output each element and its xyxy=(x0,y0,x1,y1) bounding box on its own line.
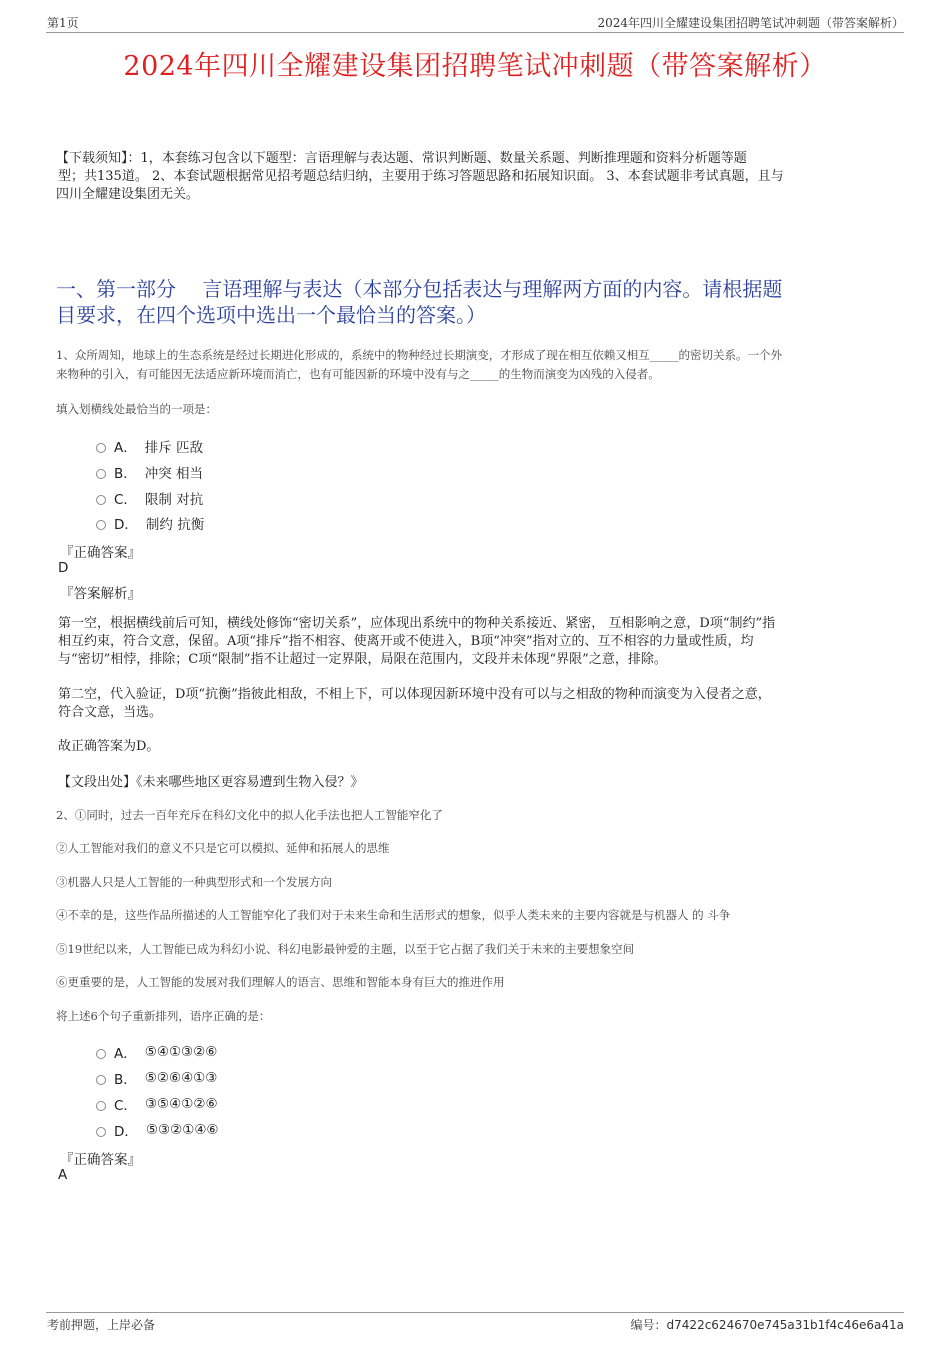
radio-icon[interactable] xyxy=(96,1127,106,1137)
footer-divider xyxy=(46,1312,904,1313)
q1-option-a[interactable] xyxy=(96,436,203,456)
page-title: 2024年四川全耀建设集团招聘笔试冲刺题（带答案解析） xyxy=(123,51,827,82)
q2-sentence: ③机器人只是人工智能的一种典型形式和一个发展方向 xyxy=(56,875,332,889)
radio-icon[interactable] xyxy=(96,495,106,505)
q2-sentence: 2、①同时，过去一百年充斥在科幻文化中的拟人化手法也把人工智能窄化了 xyxy=(56,808,443,822)
q1-stem-line: 1、众所周知，地球上的生态系统是经过长期进化形成的，系统中的物种经过长期演变，才形成了现在相互依赖又相互_____的密切关系。一个外 xyxy=(56,348,783,362)
q1-stem xyxy=(56,346,906,384)
footer-serial: 编号：d7422c624670e745a31b1f4c46e6a41a xyxy=(630,1318,904,1332)
q1-analysis-label: 『答案解析』 xyxy=(60,586,141,602)
q2-sentence: ②人工智能对我们的意义不只是它可以模拟、延伸和拓展人的思维 xyxy=(56,841,390,855)
q1-correct-answer: D xyxy=(58,560,69,576)
q2-option-a[interactable] xyxy=(96,1042,217,1062)
option-text: ③⑤④①②⑥ xyxy=(144,1096,218,1112)
analysis-line: 相互约束，符合文意，保留。A项“排斥”指不相容、使离开或不使进入，B项“冲突”指对立的、互不相容的力量或性质，均 xyxy=(58,634,754,649)
option-letter: A． xyxy=(114,440,137,456)
radio-icon[interactable] xyxy=(96,1049,106,1059)
q1-analysis-paragraph xyxy=(58,615,898,669)
q1-conclusion: 故正确答案为D。 xyxy=(58,739,160,754)
radio-icon[interactable] xyxy=(96,1101,106,1111)
option-letter: D． xyxy=(114,517,138,533)
q1-prompt: 填入划横线处最恰当的一项是： xyxy=(56,402,217,416)
section-heading xyxy=(56,276,906,328)
q1-option-c[interactable] xyxy=(96,488,203,508)
q2-option-b[interactable] xyxy=(96,1068,217,1088)
q2-option-d[interactable] xyxy=(96,1120,219,1140)
header-doc-title: 2024年四川全耀建设集团招聘笔试冲刺题（带答案解析） xyxy=(597,16,904,30)
analysis-line: 第一空，根据横线前后可知，横线处修饰“密切关系”，应体现出系统中的物种关系接近、紧密， 互相影响之意，D项“制约”指 xyxy=(58,616,776,631)
analysis-line: 与“密切”相悖，排除；C项“限制”指不让超过一定界限，局限在范围内，文段并未体现“界限”之意，排除。 xyxy=(58,652,667,667)
option-letter: C． xyxy=(114,1098,137,1114)
q1-analysis-paragraph xyxy=(58,686,898,722)
notice-line: 型；共135道。 2、本套试题根据常见招考题总结归纳，主要用于练习答题思路和拓展知识面。 3、本套试题非考试真题，且与 xyxy=(58,169,784,184)
q2-correct-answer: A xyxy=(58,1167,68,1183)
radio-icon[interactable] xyxy=(96,520,106,530)
notice-line: 【下载须知】：1，本套练习包含以下题型：言语理解与表达题、常识判断题、数量关系题、判断推理题和资料分析题等题 xyxy=(56,151,747,166)
option-text: ⑤③②①④⑥ xyxy=(145,1122,219,1138)
q2-option-c[interactable] xyxy=(96,1094,218,1114)
option-text: 冲突 相当 xyxy=(144,466,204,482)
option-text: 限制 对抗 xyxy=(144,492,204,508)
q1-option-d[interactable] xyxy=(96,513,204,533)
q1-option-b[interactable] xyxy=(96,462,203,482)
notice-line: 四川全耀建设集团无关。 xyxy=(56,187,200,202)
q2-sentence: ⑥更重要的是，人工智能的发展对我们理解人的语言、思维和智能本身有巨大的推进作用 xyxy=(56,975,505,989)
page-number: 第1页 xyxy=(47,16,79,30)
option-text: ⑤④①③②⑥ xyxy=(144,1044,218,1060)
header-divider xyxy=(46,32,904,33)
radio-icon[interactable] xyxy=(96,1075,106,1085)
q2-sentence: ⑤19世纪以来，人工智能已成为科幻小说、科幻电影最钟爱的主题，以至于它占据了我们关于未来的主要想象空间 xyxy=(56,942,635,956)
option-text: ⑤②⑥④①③ xyxy=(144,1070,218,1086)
option-text: 排斥 匹敌 xyxy=(144,440,204,456)
q1-stem-line: 来物种的引入，有可能因无法适应新环境而消亡，也有可能因新的环境中没有与之_____的生物而演变为凶残的入侵者。 xyxy=(56,367,660,381)
analysis-line: 符合文意，当选。 xyxy=(58,705,163,720)
q1-source: 【文段出处】《未来哪些地区更容易遭到生物入侵？》 xyxy=(58,775,364,790)
analysis-line: 第二空，代入验证，D项“抗衡”指彼此相敌，不相上下，可以体现因新环境中没有可以与之相敌的物种而演变为入侵者之意， xyxy=(58,687,771,702)
option-letter: B． xyxy=(114,1072,137,1088)
q1-correct-label: 『正确答案』 xyxy=(60,545,141,561)
q2-correct-label: 『正确答案』 xyxy=(60,1152,141,1168)
option-letter: B． xyxy=(114,466,137,482)
q2-sentence: ④不幸的是，这些作品所描述的人工智能窄化了我们对于未来生命和生活形式的想象，似乎人类未来的主要内容就是与机器人 的 斗争 xyxy=(56,908,731,922)
option-letter: C． xyxy=(114,492,137,508)
download-notice xyxy=(56,150,906,204)
q2-prompt: 将上述6个句子重新排列，语序正确的是： xyxy=(56,1009,271,1023)
option-text: 制约 抗衡 xyxy=(145,517,205,533)
footer-slogan: 考前押题，上岸必备 xyxy=(47,1318,156,1332)
option-letter: A． xyxy=(114,1046,137,1062)
option-letter: D． xyxy=(114,1124,138,1140)
radio-icon[interactable] xyxy=(96,469,106,479)
section-heading-line: 一、第一部分 言语理解与表达（本部分包括表达与理解两方面的内容。请根据题 xyxy=(56,277,783,301)
radio-icon[interactable] xyxy=(96,443,106,453)
section-heading-line: 目要求，在四个选项中选出一个最恰当的答案。） xyxy=(56,303,486,327)
